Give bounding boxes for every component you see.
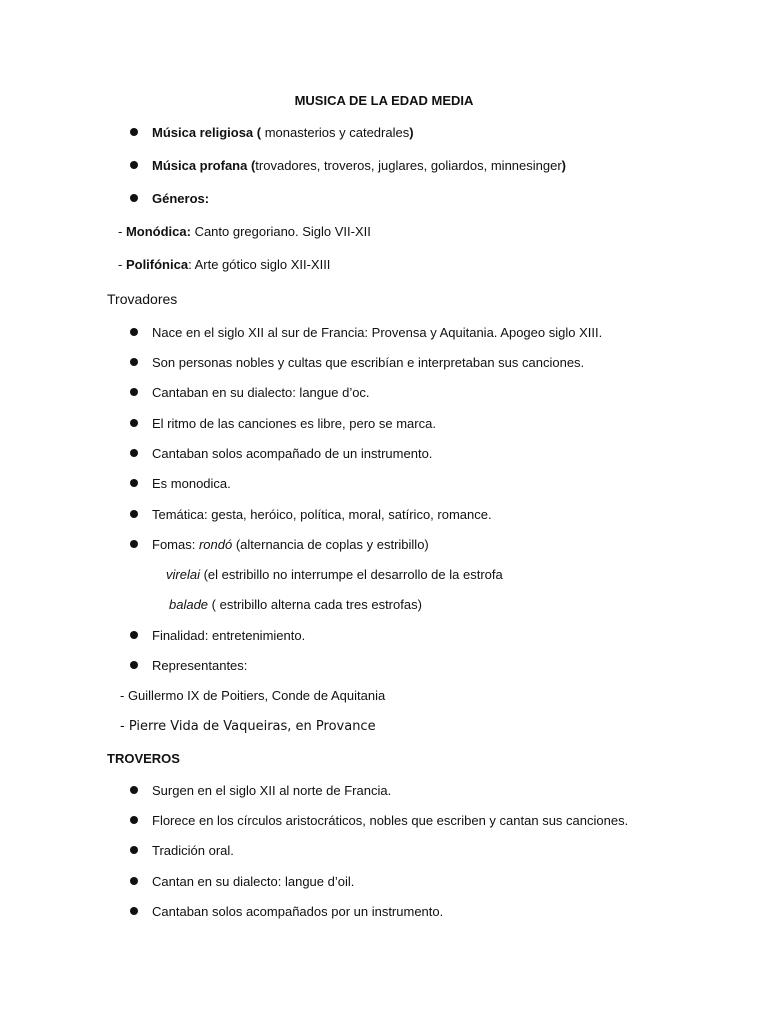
bullet-icon: [130, 128, 138, 136]
bullet-icon: [130, 846, 138, 854]
bullet-icon: [130, 510, 138, 518]
representative-line: - Guillermo IX de Poitiers, Conde de Aquitania: [120, 688, 386, 703]
genre-line: - Monódica: Canto gregoriano. Siglo VII-XII: [118, 224, 371, 239]
bullet-icon: [130, 907, 138, 915]
bullet-icon: [130, 661, 138, 669]
item-heading: Música profana (: [152, 158, 256, 173]
section-heading: Trovadores: [107, 291, 178, 307]
bullet-icon: [130, 816, 138, 824]
document-page: MUSICA DE LA EDAD MEDIA Música religiosa ( monasterios y catedrales) Música profana (trovadores, troveros, juglares, goliardos, minnesinger) Géneros: - Monódica: Canto gregoriano. Siglo VII-XII - Polifónica: Arte gótico siglo XII-XIII Trovadores Nace en el siglo XII al sur de Francia: Provensa y Aquitania. Apogeo siglo XIII. Son personas nobles y cultas que escribían e interpretaban sus canciones. Cantaban en su dialecto: langue d’oc. El ritmo de las canciones es libre, pero se marca. Cantaban solos acompañado de un instrumento. Es monodica. Temática: gesta, heróico, política, moral, satírico, romance. Fomas: rondó (alternancia de coplas y estribillo) virelai (el estribillo no interrumpe el desarrollo de la estrofa balade ( estribillo alterna cada tres estrofas) Finalidad: entretenimiento. Representantes: - Guillermo IX de Poitiers, Conde de Aquitania - Pierre Vida de Vaqueiras, en Provance TROVEROS Surgen en el siglo XII al norte de Francia. Florece en los círculos aristocráticos, nobles que escriben y cantan sus canciones. Tradición oral. Cantan en su dialecto: langue d’oil. Cantaban solos acompañados por un instrumento.: [0, 0, 768, 1024]
section-heading: TROVEROS: [107, 751, 180, 766]
bullet-icon: [130, 388, 138, 396]
bullet-icon: [130, 358, 138, 366]
bullet-icon: [130, 419, 138, 427]
bullet-icon: [130, 540, 138, 548]
bullet-icon: [130, 479, 138, 487]
item-text: monasterios y catedrales: [261, 125, 410, 140]
item-text: trovadores, troveros, juglares, goliardos, minnesinger: [255, 158, 562, 173]
page-title: MUSICA DE LA EDAD MEDIA: [294, 93, 474, 108]
bullet-icon: [130, 786, 138, 794]
bullet-icon: [130, 161, 138, 169]
bullet-icon: [130, 631, 138, 639]
bullet-icon: [130, 328, 138, 336]
item-close: ): [561, 158, 567, 173]
form-line: virelai (el estribillo no interrumpe el desarrollo de la estrofa: [166, 567, 503, 582]
form-line: balade ( estribillo alterna cada tres estrofas): [169, 597, 422, 612]
bullet-icon: [130, 449, 138, 457]
representative-line: - Pierre Vida de Vaqueiras, en Provance: [120, 719, 376, 734]
item-close: ): [409, 125, 414, 140]
genre-line: - Polifónica: Arte gótico siglo XII-XIII: [118, 257, 331, 272]
item-heading: Música religiosa (: [152, 125, 262, 140]
bullet-icon: [130, 194, 138, 202]
bullet-icon: [130, 877, 138, 885]
item-heading: Géneros:: [152, 191, 210, 206]
